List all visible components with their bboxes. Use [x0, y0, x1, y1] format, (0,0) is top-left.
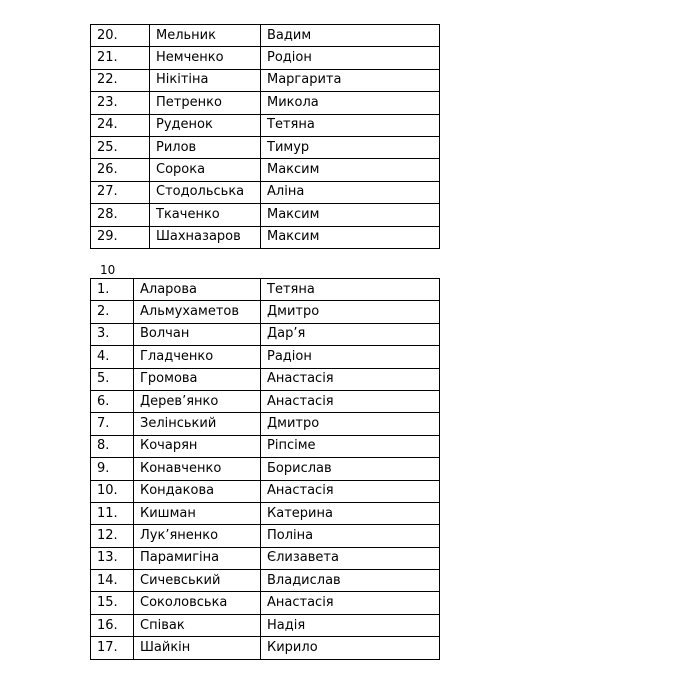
table-row — [91, 92, 440, 114]
table-row — [91, 368, 440, 390]
first-name-cell: Маргарита — [261, 69, 440, 91]
table-row — [91, 480, 440, 502]
table-row — [91, 614, 440, 636]
table-row — [91, 637, 440, 659]
surname-cell: Мельник — [150, 25, 261, 47]
row-number: 3. — [91, 323, 134, 345]
surname-cell: Альмухаметов — [134, 301, 261, 323]
surname-cell: Кишман — [134, 502, 261, 524]
first-name-cell: Максим — [261, 159, 440, 181]
first-name-cell: Тетяна — [261, 279, 440, 301]
table-row — [91, 458, 440, 480]
row-number: 1. — [91, 279, 134, 301]
surname-cell: Волчан — [134, 323, 261, 345]
surname-cell: Конавченко — [134, 458, 261, 480]
first-name-cell: Владислав — [261, 570, 440, 592]
first-name-cell: Єлизавета — [261, 547, 440, 569]
first-name-cell: Борислав — [261, 458, 440, 480]
student-table-class-10-body — [91, 279, 440, 660]
row-number: 25. — [91, 136, 150, 158]
class-section-label: 10 — [100, 263, 116, 277]
first-name-cell: Кирило — [261, 637, 440, 659]
row-number: 15. — [91, 592, 134, 614]
table-row — [91, 301, 440, 323]
row-number: 13. — [91, 547, 134, 569]
table-row — [91, 279, 440, 301]
table-row — [91, 502, 440, 524]
surname-cell: Зелінський — [134, 413, 261, 435]
first-name-cell: Микола — [261, 92, 440, 114]
first-name-cell: Поліна — [261, 525, 440, 547]
row-number: 23. — [91, 92, 150, 114]
row-number: 17. — [91, 637, 134, 659]
row-number: 9. — [91, 458, 134, 480]
surname-cell: Громова — [134, 368, 261, 390]
surname-cell: Шайкін — [134, 637, 261, 659]
surname-cell: Дерев’янко — [134, 390, 261, 412]
first-name-cell: Максим — [261, 226, 440, 248]
first-name-cell: Ріпсіме — [261, 435, 440, 457]
table-row — [91, 592, 440, 614]
first-name-cell: Анастасія — [261, 592, 440, 614]
surname-cell: Немченко — [150, 47, 261, 69]
row-number: 10. — [91, 480, 134, 502]
row-number: 26. — [91, 159, 150, 181]
first-name-cell: Дар’я — [261, 323, 440, 345]
table-row — [91, 47, 440, 69]
row-number: 2. — [91, 301, 134, 323]
table-row — [91, 69, 440, 91]
first-name-cell: Анастасія — [261, 368, 440, 390]
surname-cell: Соколовська — [134, 592, 261, 614]
row-number: 22. — [91, 69, 150, 91]
row-number: 5. — [91, 368, 134, 390]
first-name-cell: Анастасія — [261, 390, 440, 412]
row-number: 12. — [91, 525, 134, 547]
first-name-cell: Тетяна — [261, 114, 440, 136]
row-number: 24. — [91, 114, 150, 136]
table-row — [91, 547, 440, 569]
first-name-cell: Катерина — [261, 502, 440, 524]
table-row — [91, 435, 440, 457]
first-name-cell: Дмитро — [261, 413, 440, 435]
surname-cell: Ткаченко — [150, 204, 261, 226]
row-number: 4. — [91, 346, 134, 368]
table-row — [91, 114, 440, 136]
surname-cell: Петренко — [150, 92, 261, 114]
row-number: 6. — [91, 390, 134, 412]
row-number: 28. — [91, 204, 150, 226]
first-name-cell: Родіон — [261, 47, 440, 69]
row-number: 7. — [91, 413, 134, 435]
student-table-continued-body — [91, 25, 440, 249]
surname-cell: Сичевський — [134, 570, 261, 592]
surname-cell: Парамигіна — [134, 547, 261, 569]
table-row — [91, 323, 440, 345]
table-row — [91, 570, 440, 592]
first-name-cell: Вадим — [261, 25, 440, 47]
surname-cell: Гладченко — [134, 346, 261, 368]
table-row — [91, 181, 440, 203]
row-number: 11. — [91, 502, 134, 524]
table-row — [91, 525, 440, 547]
table-row — [91, 226, 440, 248]
surname-cell: Сорока — [150, 159, 261, 181]
table-row — [91, 136, 440, 158]
row-number: 20. — [91, 25, 150, 47]
row-number: 8. — [91, 435, 134, 457]
surname-cell: Співак — [134, 614, 261, 636]
surname-cell: Лук’яненко — [134, 525, 261, 547]
student-table-continued — [90, 24, 440, 249]
table-row — [91, 346, 440, 368]
table-row — [91, 25, 440, 47]
first-name-cell: Тимур — [261, 136, 440, 158]
first-name-cell: Аліна — [261, 181, 440, 203]
surname-cell: Нікітіна — [150, 69, 261, 91]
table-row — [91, 413, 440, 435]
surname-cell: Кондакова — [134, 480, 261, 502]
student-table-class-10 — [90, 278, 440, 660]
table-row — [91, 390, 440, 412]
surname-cell: Кочарян — [134, 435, 261, 457]
first-name-cell: Дмитро — [261, 301, 440, 323]
surname-cell: Стодольська — [150, 181, 261, 203]
first-name-cell: Радіон — [261, 346, 440, 368]
surname-cell: Рилов — [150, 136, 261, 158]
surname-cell: Шахназаров — [150, 226, 261, 248]
row-number: 16. — [91, 614, 134, 636]
surname-cell: Аларова — [134, 279, 261, 301]
row-number: 27. — [91, 181, 150, 203]
row-number: 14. — [91, 570, 134, 592]
table-row — [91, 159, 440, 181]
first-name-cell: Максим — [261, 204, 440, 226]
first-name-cell: Анастасія — [261, 480, 440, 502]
row-number: 21. — [91, 47, 150, 69]
first-name-cell: Надія — [261, 614, 440, 636]
surname-cell: Руденок — [150, 114, 261, 136]
table-row — [91, 204, 440, 226]
row-number: 29. — [91, 226, 150, 248]
